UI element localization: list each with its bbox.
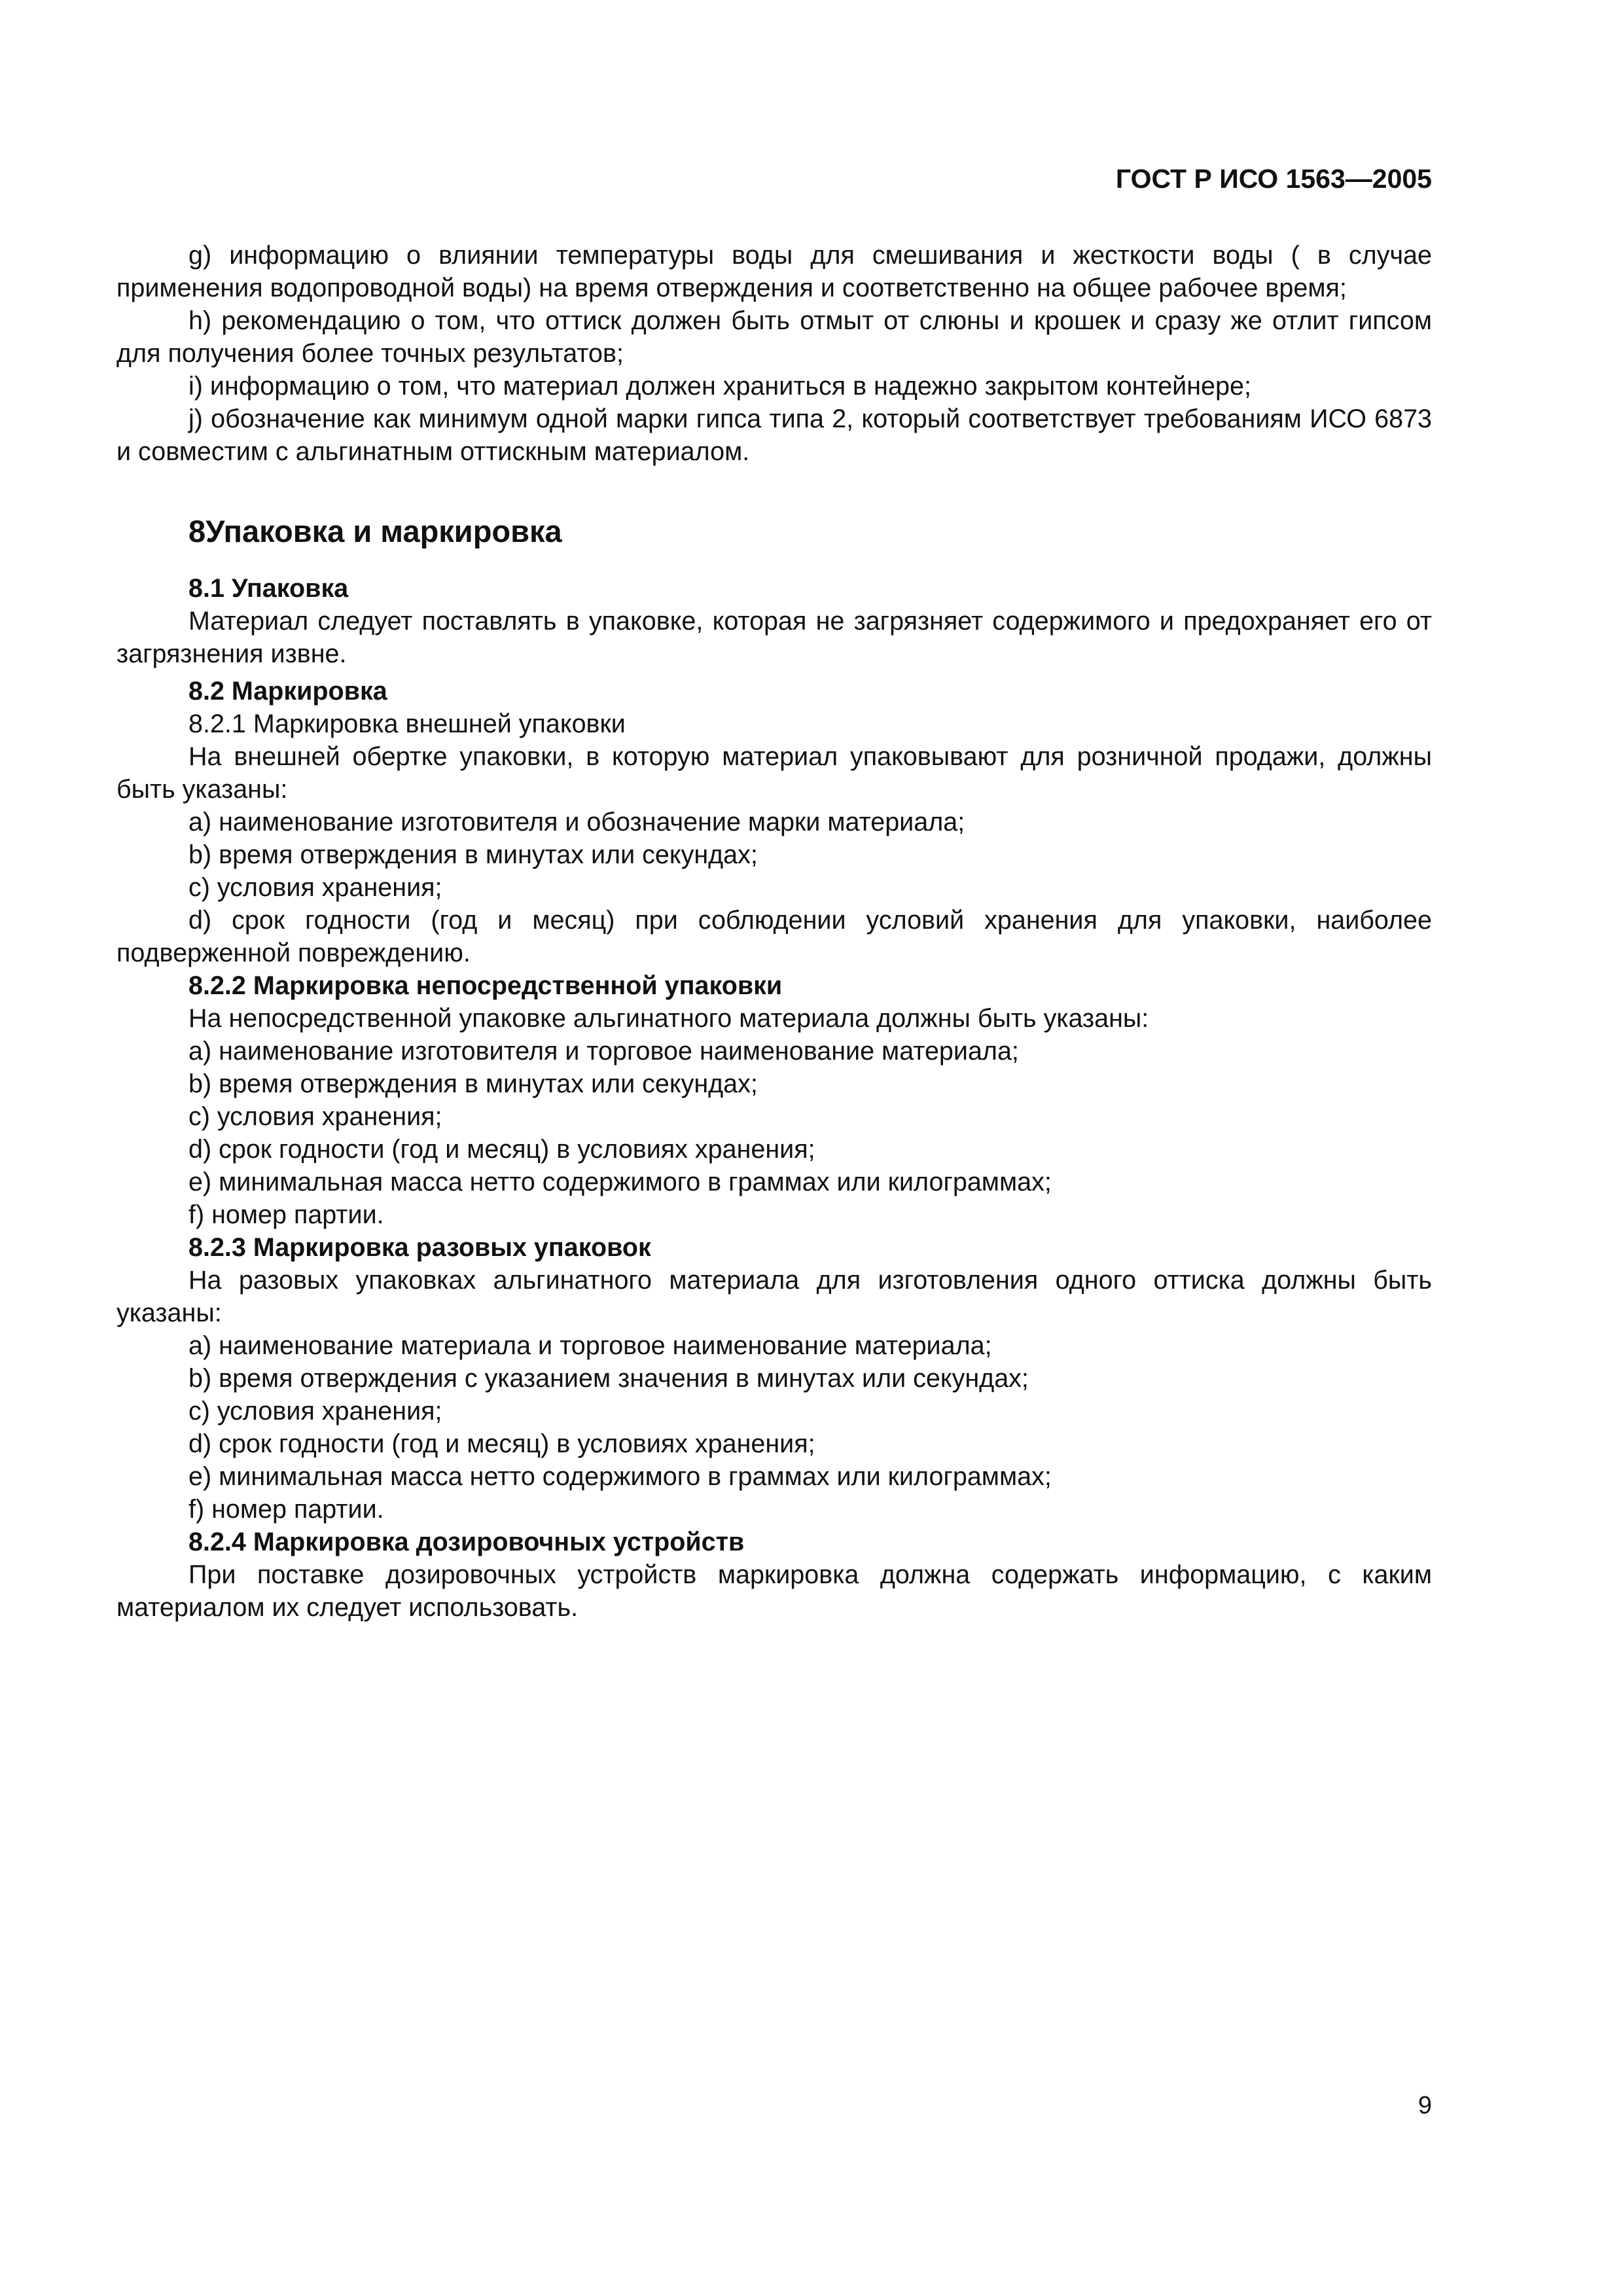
document-code-header: ГОСТ Р ИСО 1563—2005 bbox=[1115, 164, 1432, 194]
section-8-2-3-intro: На разовых упаковках альгинатного материала для изготовления одного оттиска должны быть указаны: bbox=[116, 1266, 1432, 1327]
section-8-2-2-item-d: d) срок годности (год и месяц) в условиях хранения; bbox=[188, 1135, 815, 1164]
section-8-2-1-item-a: a) наименование изготовителя и обозначение марки материала; bbox=[188, 808, 965, 836]
document-body bbox=[116, 239, 1432, 1624]
list-item-h: h) рекомендацию о том, что оттиск должен быть отмыт от слюны и крошек и сразу же отлит гипсом для получения более точных результатов; bbox=[116, 306, 1432, 368]
section-8-2-1-heading: 8.2.1 Маркировка внешней упаковки bbox=[188, 709, 626, 738]
section-8-2-3-item-a: a) наименование материала и торговое наименование материала; bbox=[188, 1331, 992, 1360]
section-8-2-3-item-c: c) условия хранения; bbox=[188, 1397, 442, 1426]
section-8-2-3-item-f: f) номер партии. bbox=[188, 1495, 384, 1524]
section-8-2-2-heading: 8.2.2 Маркировка непосредственной упаковки bbox=[188, 971, 783, 1000]
list-item-i: i) информацию о том, что материал должен храниться в надежно закрытом контейнере; bbox=[188, 372, 1251, 401]
section-8-2-2-item-b: b) время отверждения в минутах или секундах; bbox=[188, 1069, 758, 1098]
list-item-g: g) информацию о влиянии температуры воды для смешивания и жесткости воды ( в случае применения водопроводной воды) на время отверждения и соответственно на общее рабочее время; bbox=[116, 241, 1432, 302]
section-8-2-1-item-d: d) срок годности (год и месяц) при соблюдении условий хранения для упаковки, наиболее подверженной повреждению. bbox=[116, 906, 1432, 967]
section-8-2-2-intro: На непосредственной упаковке альгинатного материала должны быть указаны: bbox=[188, 1004, 1149, 1033]
section-8-2-4-heading: 8.2.4 Маркировка дозировочных устройств bbox=[188, 1528, 745, 1556]
section-8-2-3-item-e: e) минимальная масса нетто содержимого в граммах или килограммах; bbox=[188, 1462, 1052, 1491]
section-8-2-3-heading: 8.2.3 Маркировка разовых упаковок bbox=[188, 1233, 651, 1262]
section-8-1-heading: 8.1 Упаковка bbox=[188, 574, 349, 603]
section-8-heading: 8Упаковка и маркировка bbox=[188, 514, 562, 548]
section-8-2-1-item-c: c) условия хранения; bbox=[188, 873, 442, 902]
section-8-2-1-item-b: b) время отверждения в минутах или секундах; bbox=[188, 840, 758, 869]
section-8-2-2-item-a: a) наименование изготовителя и торговое наименование материала; bbox=[188, 1037, 1019, 1066]
list-item-j: j) обозначение как минимум одной марки гипса типа 2, который соответствует требованиям ИСО 6873 и совместим с альгинатным оттискным материалом. bbox=[116, 404, 1432, 466]
page-number: 9 bbox=[1418, 2092, 1432, 2119]
section-8-2-4-text: При поставке дозировочных устройств маркировка должна содержать информацию, с каким материалом их следует использовать. bbox=[116, 1560, 1432, 1622]
section-8-2-1-intro: На внешней обертке упаковки, в которую материал упаковывают для розничной продажи, должны быть указаны: bbox=[116, 742, 1432, 804]
section-8-2-2-item-c: c) условия хранения; bbox=[188, 1102, 442, 1131]
section-8-2-heading: 8.2 Маркировка bbox=[188, 677, 387, 706]
section-8-1-text: Материал следует поставлять в упаковке, которая не загрязняет содержимого и предохраняет его от загрязнения извне. bbox=[116, 607, 1432, 668]
section-8-2-3-item-b: b) время отверждения с указанием значения в минутах или секундах; bbox=[188, 1364, 1029, 1393]
section-8-2-2-item-f: f) номер партии. bbox=[188, 1200, 384, 1229]
section-8-2-3-item-d: d) срок годности (год и месяц) в условиях хранения; bbox=[188, 1429, 815, 1458]
section-8-2-2-item-e: e) минимальная масса нетто содержимого в граммах или килограммах; bbox=[188, 1168, 1052, 1196]
